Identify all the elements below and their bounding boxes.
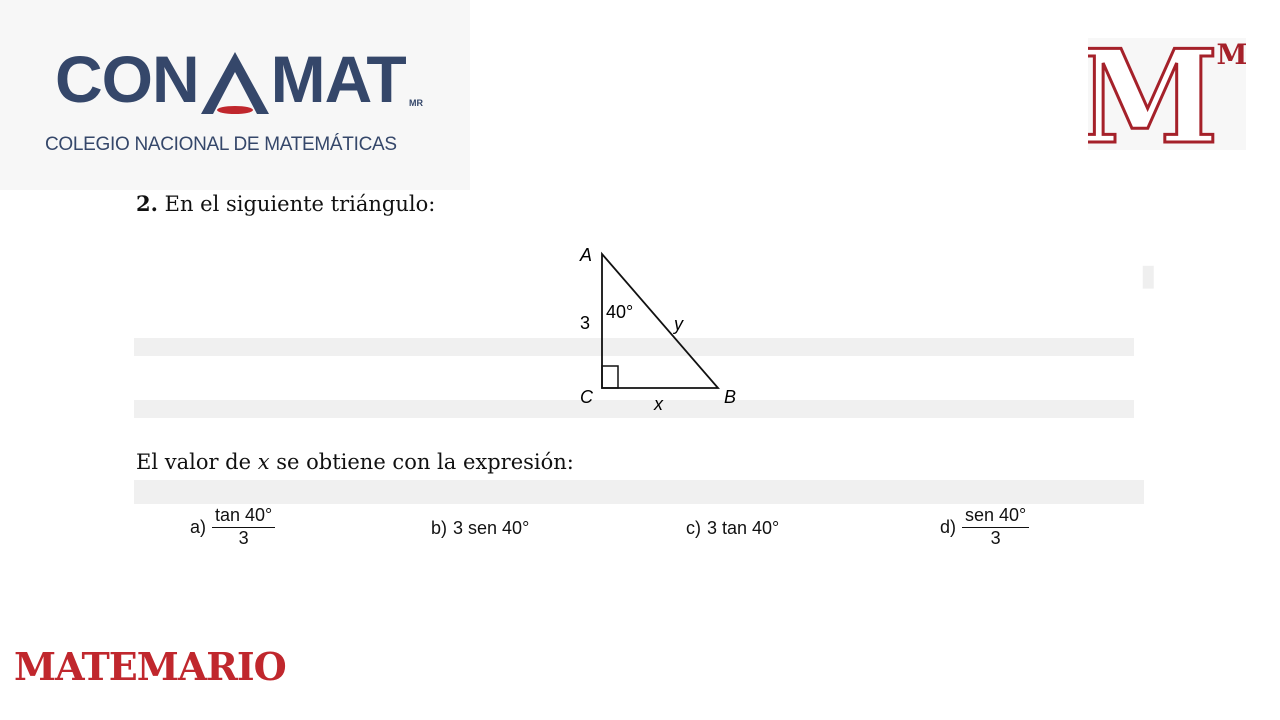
option-b[interactable] [431, 518, 529, 539]
side-ac-label: 3 [580, 313, 591, 333]
prompt-after: se obtiene con la expresión: [269, 450, 574, 474]
registered-mark: MR [409, 98, 423, 108]
vertex-a-label: A [580, 245, 593, 265]
option-d-fraction [962, 506, 1029, 549]
vertex-c-label: C [580, 387, 593, 407]
option-d[interactable] [940, 506, 1029, 549]
prompt-before: El valor de [136, 450, 258, 474]
right-angle-marker [602, 366, 618, 388]
option-a-denominator: 3 [238, 527, 249, 548]
side-cb-label: x [654, 394, 663, 414]
badge-superscript: M [1216, 38, 1246, 71]
vertex-b-label: B [724, 387, 737, 407]
triangle-figure [570, 236, 750, 416]
prompt-variable: x [257, 450, 270, 474]
conamat-wordmark: CON MAT [55, 42, 406, 116]
matemario-logo: MATEMARIO [14, 644, 286, 689]
option-b-label: b) [431, 518, 448, 538]
side-ab-label: y [674, 314, 683, 334]
option-d-label: d) [940, 516, 957, 537]
badge-letter: M [1088, 38, 1219, 150]
conamat-logo [0, 0, 470, 190]
option-a-label: a) [190, 516, 207, 537]
angle-a-label: 40° [606, 302, 634, 322]
question-heading [136, 191, 435, 216]
option-c[interactable] [686, 518, 779, 539]
option-a[interactable] [190, 506, 275, 549]
option-c-label: c) [686, 518, 701, 538]
question-number: 2. [136, 191, 158, 216]
option-a-fraction [212, 506, 275, 549]
option-c-text: 3 tan 40° [707, 518, 780, 538]
option-d-denominator: 3 [990, 527, 1001, 548]
option-b-text: 3 sen 40° [453, 518, 530, 538]
option-a-numerator: tan 40° [212, 506, 275, 528]
conamat-subtitle: COLEGIO NACIONAL DE MATEMÁTICAS [45, 134, 397, 155]
question-text: En el siguiente triángulo: [164, 192, 436, 216]
question-prompt [136, 450, 574, 474]
m-badge-logo [1088, 38, 1246, 150]
option-d-numerator: sen 40° [962, 506, 1029, 528]
